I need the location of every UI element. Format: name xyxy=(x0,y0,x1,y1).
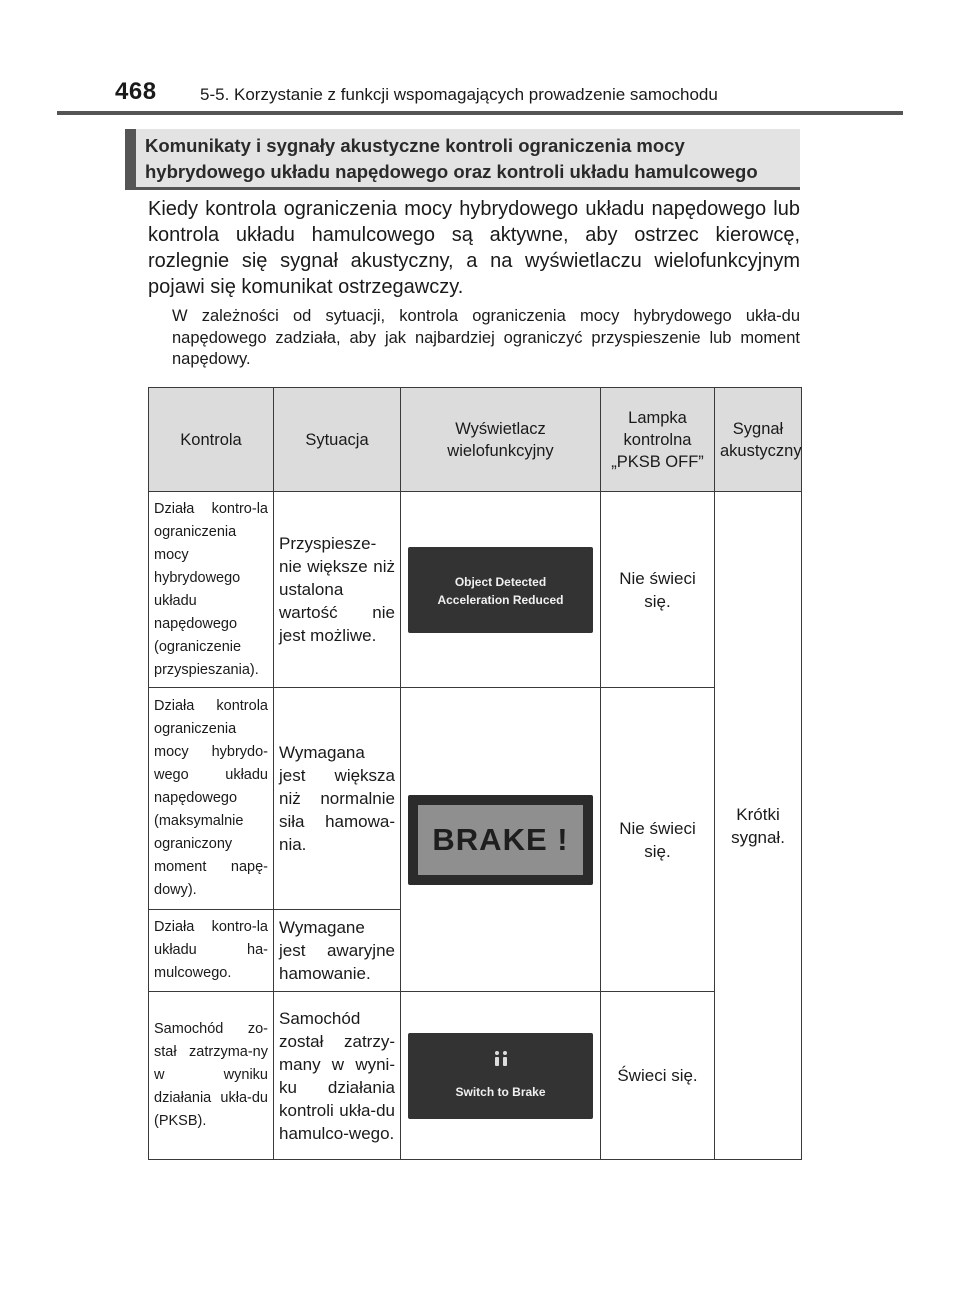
row2-control: Działa kontrola ograniczenia mocy hybrydo-wego układu napędowego (maksymalnie ograniczony moment napę-dowy). xyxy=(149,688,274,910)
note-paragraph: W zależności od sytuacji, kontrola ograniczenia mocy hybrydowego ukła-du napędowego zadziała, aby jak najbardziej ograniczyć przyspieszenie lub moment napędowy. xyxy=(172,307,800,368)
row4-situation: Samochód został zatrzy-many w wyni-ku działania kontroli ukła-du hamulco-wego. xyxy=(274,992,401,1160)
section-heading xyxy=(125,129,800,190)
pedal-switch-icon xyxy=(492,1049,510,1069)
row2-display-cell xyxy=(401,688,601,992)
row2-lamp: Nie świeci się. xyxy=(601,688,715,992)
row4-control: Samochód zo-stał zatrzyma-ny w wyniku działania ukła-du (PKSB). xyxy=(149,992,274,1160)
header-divider xyxy=(57,111,903,115)
row3-control: Działa kontro-la układu ha-mulcowego. xyxy=(149,910,274,992)
object-detected-message xyxy=(408,573,593,609)
screen-line-1: Object Detected xyxy=(454,574,547,589)
sound-cell: Krótki sygnał. xyxy=(715,492,802,1160)
row2-situation: Wymagana jest większa niż normalnie siła hamowa-nia. xyxy=(274,688,401,910)
section-title-line-1: Komunikaty i sygnały akustyczne kontroli ograniczenia mocy xyxy=(145,135,685,156)
switch-to-brake-message: Switch to Brake xyxy=(455,1084,546,1099)
header-situation: Sytuacja xyxy=(274,388,401,492)
header-sound: Sygnał akustyczny xyxy=(715,388,802,492)
header-control: Kontrola xyxy=(149,388,274,492)
table-row xyxy=(149,992,802,1160)
table-row xyxy=(149,688,802,910)
section-accent-bar xyxy=(125,129,136,190)
brake-warning-panel xyxy=(418,805,583,875)
chapter-title: 5-5. Korzystanie z funkcji wspomagających prowadzenie samochodu xyxy=(200,85,718,104)
brake-warning-text: BRAKE ! xyxy=(432,821,569,857)
switch-to-brake-screen xyxy=(408,1033,593,1119)
table-row xyxy=(149,492,802,688)
row1-display-cell xyxy=(401,492,601,688)
section-title xyxy=(145,133,795,185)
row1-control: Działa kontro-la ograniczenia mocy hybrydowego układu napędowego (ograniczenie przyspieszania). xyxy=(149,492,274,688)
row1-situation: Przyspiesze-nie większe niż ustalona wartość nie jest możliwe. xyxy=(274,492,401,688)
row4-display-cell xyxy=(401,992,601,1160)
intro-paragraph: Kiedy kontrola ograniczenia mocy hybrydowego układu napędowego lub kontrola układu hamulcowego są aktywne, aby ostrzec kierowcę, rozlegnie się sygnał akustyczny, a na wyświetlaczu wielofunkcyjnym pojawi się komunikat ostrzegawczy. xyxy=(148,198,800,298)
row1-lamp: Nie świeci się. xyxy=(601,492,715,688)
brake-warning-screen xyxy=(408,795,593,885)
row3-situation: Wymagane jest awaryjne hamowanie. xyxy=(274,910,401,992)
page-number: 468 xyxy=(115,78,157,105)
header-lamp: Lampka kontrolna „PKSB OFF” xyxy=(601,388,715,492)
page-header xyxy=(0,0,960,120)
screen-line-2: Acceleration Reduced xyxy=(437,592,564,607)
table-header-row xyxy=(149,388,802,492)
row4-lamp: Świeci się. xyxy=(601,992,715,1160)
header-display: Wyświetlacz wielofunkcyjny xyxy=(401,388,601,492)
control-messages-table xyxy=(148,387,802,1160)
object-detected-screen xyxy=(408,547,593,633)
section-title-line-2: hybrydowego układu napędowego oraz kontroli układu hamulcowego xyxy=(145,161,758,182)
